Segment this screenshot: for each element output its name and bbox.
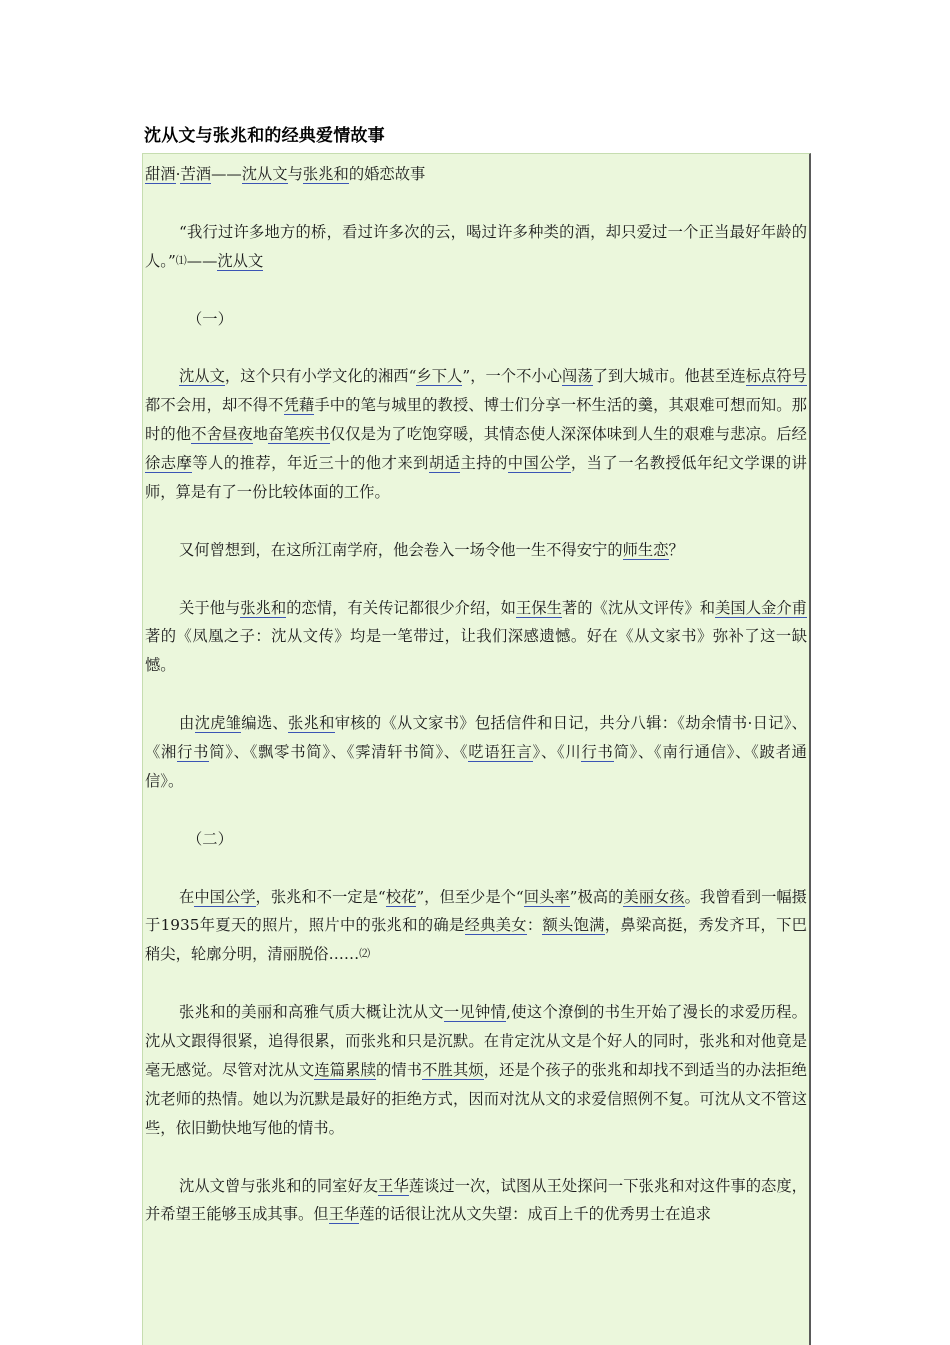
text: 等人的推荐，年近三十的他才来到	[192, 454, 429, 473]
paragraph	[145, 594, 807, 681]
article-body	[143, 154, 809, 1229]
link-shen-huchu[interactable]: 沈虎雏	[194, 714, 242, 733]
link-shen-congwen[interactable]: 沈从文	[217, 251, 264, 270]
footnote-ref: ⑵	[359, 947, 371, 961]
text: 关于他与	[179, 598, 241, 617]
link-wang-baosheng[interactable]: 王保生	[515, 598, 562, 617]
text: 由	[179, 714, 195, 733]
text: ，当了一名教授低年纪文学课的讲师，算是有了一份比较体面的工作。	[145, 454, 807, 501]
text: ”，但至少是个“	[416, 887, 524, 906]
link-yijian-zhongqing[interactable]: 一见钟情	[443, 1003, 507, 1022]
quote-dash: ——	[186, 251, 218, 270]
paragraph	[145, 709, 807, 796]
heading-text: ——	[211, 165, 242, 183]
text: 著的《沈从文评传》和	[561, 598, 716, 617]
link-zhang-zhaohe[interactable]: 张兆和	[302, 165, 349, 183]
link-wang-hua[interactable]: 王华	[328, 1205, 360, 1224]
link-shen-congwen[interactable]: 沈从文	[179, 367, 225, 386]
text: 简》、《飘零书简》、《霁清轩书简》、《	[209, 743, 469, 762]
text: 地	[252, 425, 269, 444]
text: 了到大城市。他甚至连	[592, 367, 746, 386]
link-fenbi-jishu[interactable]: 奋笔疾书	[268, 425, 330, 444]
text: 在	[179, 887, 195, 906]
paragraph	[145, 998, 807, 1143]
text: 仅仅是为了吃饱穿暖，其情态使人深深体味到人生的艰难与悲凉。后经	[329, 425, 807, 444]
text: ：	[526, 916, 543, 935]
text: ，还是个孩子的张兆和却找不到适当的办法拒绝沈老师的热情。她以为沉默是最好的拒绝方式，因而对沈从文的求爱信照例不复。可沈从文不管这些，依旧勤快地写他的情书。	[145, 1060, 807, 1137]
text: ，张兆和不一定是“	[255, 887, 386, 906]
link-tianjiu[interactable]: 甜酒	[145, 165, 176, 183]
text: 著的《凤凰之子：沈从文传》均是一笔带过，让我们深感遗憾。好在《从文家书》弥补了这一缺憾。	[145, 627, 807, 675]
link-zhongguo-gongxue[interactable]: 中国公学	[507, 454, 571, 473]
paragraph	[145, 536, 807, 565]
quote-text: “我行过许多地方的桥，看过许多次的云，喝过许多种类的酒，却只爱过一个正当最好年龄的人。”	[145, 222, 807, 270]
page-title: 沈从文与张兆和的经典爱情故事	[144, 126, 385, 146]
link-kujiu[interactable]: 苦酒	[180, 165, 212, 183]
link-xu-zhimo[interactable]: 徐志摩	[145, 454, 193, 473]
text: ”极高的	[569, 887, 624, 906]
link-jingdian-meinv[interactable]: 经典美女	[464, 916, 527, 935]
text: ”，一个不小心	[462, 367, 563, 386]
link-pingjie[interactable]: 凭藉	[283, 396, 315, 415]
link-xingshu[interactable]: 行书	[581, 743, 614, 762]
link-yiyu-kuangyan[interactable]: 呓语狂言	[468, 743, 533, 762]
text: ，鼻梁高挺，秀发齐耳，下巴稍尖，轮廓分明，清丽脱俗……	[145, 916, 807, 964]
quote-paragraph	[145, 218, 807, 276]
link-bushe-zhouye[interactable]: 不舍昼夜	[191, 425, 253, 444]
link-shen-congwen[interactable]: 沈从文	[241, 165, 288, 183]
article-heading	[145, 160, 807, 189]
link-busheng-qifan[interactable]: 不胜其烦	[422, 1060, 484, 1079]
paragraph	[145, 362, 807, 507]
link-huitoulv[interactable]: 回头率	[523, 887, 570, 906]
text: 。我曾看到一幅摄于1935年夏天的照片，照片中的张兆和的确是	[145, 887, 807, 935]
link-biaodian-fuhao[interactable]: 标点符号	[745, 367, 807, 386]
text: 莲谈过一次，试图从王处探问一下张兆和对这件事的态度，并希望王能够玉成其事。但	[145, 1176, 807, 1224]
link-chuangdang[interactable]: 闯荡	[562, 367, 593, 386]
text: 编选、	[241, 714, 289, 733]
text: 沈从文曾与张兆和的同室好友	[179, 1176, 379, 1195]
text: 莲的话很让沈从文失望：成百上千的优秀男士在追求	[359, 1205, 712, 1224]
heading-text: 的婚恋故事	[348, 165, 426, 183]
text: ,使这个潦倒的书生开始了漫长的求爱历程。沈从文跟得很紧，追得很累，而张兆和只是沉默。在肯定沈从文是个好人的同时，张兆和对他竟是毫无感觉。尽管对沈从文	[145, 1003, 807, 1079]
link-lianpian-leidu[interactable]: 连篇累牍	[314, 1060, 376, 1079]
text: 手中的笔与城里的教授、博士们分享一杯生活的羹，其艰难可想而知。那时的他	[145, 396, 807, 444]
link-zhang-zhaohe[interactable]: 张兆和	[288, 714, 335, 733]
paragraph	[145, 883, 807, 970]
link-xingshu[interactable]: 行书	[177, 743, 210, 762]
text: 又何曾想到，在这所江南学府，他会卷入一场令他一生不得安宁的	[179, 540, 623, 559]
section-marker-2: （二）	[187, 829, 233, 848]
footnote-ref: ⑴	[175, 253, 187, 267]
heading-text: ·	[175, 165, 181, 183]
link-jin-jiefu[interactable]: 美国人金介甫	[715, 598, 807, 617]
link-shishenglian[interactable]: 师生恋	[622, 540, 669, 559]
link-xiangxiaren[interactable]: 乡下人	[416, 367, 463, 386]
text: 简》、《南行通信》、《跛者通信》。	[145, 743, 807, 790]
link-etou-baoman[interactable]: 额头饱满	[542, 916, 605, 935]
link-zhang-zhaohe[interactable]: 张兆和	[240, 598, 287, 617]
link-meili-nvhai[interactable]: 美丽女孩	[623, 887, 685, 906]
text: 的情书	[375, 1060, 423, 1079]
text: 审核的《从文家书》包括信件和日记，共分八辑：《劫余情书·日记》、《湘	[145, 714, 807, 762]
section-marker-1: （一）	[187, 309, 233, 328]
text: ？	[668, 540, 684, 559]
link-xiaohua[interactable]: 校花	[385, 887, 417, 906]
paragraph	[145, 1172, 807, 1230]
article-panel	[142, 153, 811, 1345]
link-hu-shi[interactable]: 胡适	[428, 454, 461, 473]
text: 都不会用，却不得不	[145, 396, 284, 415]
text: ，这个只有小学文化的湘西“	[224, 367, 417, 386]
link-zhongguo-gongxue[interactable]: 中国公学	[194, 887, 256, 906]
text: 》、《川	[532, 743, 582, 762]
heading-text: 与	[287, 165, 303, 183]
text: 张兆和的美丽和高雅气质大概让沈从文	[179, 1003, 444, 1022]
text: 的恋情，有关传记都很少介绍，如	[286, 598, 516, 617]
link-wang-hua[interactable]: 王华	[378, 1176, 409, 1195]
text: 主持的	[460, 454, 508, 473]
